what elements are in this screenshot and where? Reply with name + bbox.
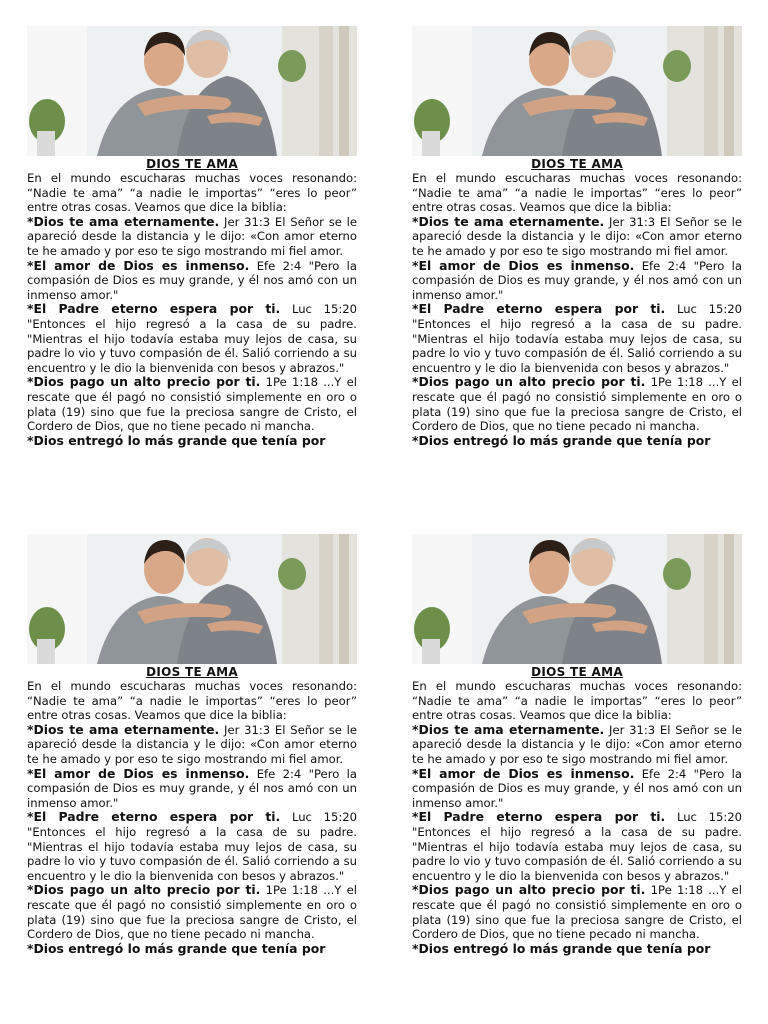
- card-title: DIOS TE AMA: [146, 665, 238, 679]
- intro-text: En el mundo escucharas muchas voces resonando: “Nadie te ama” “a nadie le importas” “eres lo peor” entre otras cosas. Veamos que dice la biblia:: [412, 171, 742, 215]
- point-3: *El Padre eterno espera por ti. Luc 15:20 "Entonces el hijo regresó a la casa de su padre. "Mientras el hijo todavía estaba muy lejos de casa, su padre lo vio y tuvo compasión de él. Salió corriendo a su encuentro y le dio la bienvenida con besos y abrazos.": [412, 301, 742, 375]
- hug-photo: [27, 26, 357, 156]
- point-1: *Dios te ama eternamente. Jer 31:3 El Señor se le apareció desde la distancia y le dijo: «Con amor eterno te he amado y por eso te sigo mostrando mi fiel amor.: [412, 213, 742, 258]
- hug-photo: [27, 534, 357, 664]
- point-4: *Dios pago un alto precio por ti. 1Pe 1:18 ...Y el rescate que él pagó no consistió simplemente en oro o plata (19) sino que fue la preciosa sangre de Cristo, el Cordero de Dios, que no tiene pecado ni mancha.: [27, 882, 357, 942]
- point-2: *El amor de Dios es inmenso. Efe 2:4 "Pero la compasión de Dios es muy grande, y él nos amó con un inmenso amor.": [412, 765, 742, 810]
- intro-text: En el mundo escucharas muchas voces resonando: “Nadie te ama” “a nadie le importas” “eres lo peor” entre otras cosas. Veamos que dice la biblia:: [27, 171, 357, 215]
- point-2: *El amor de Dios es inmenso. Efe 2:4 "Pero la compasión de Dios es muy grande, y él nos amó con un inmenso amor.": [27, 257, 357, 302]
- point-1: *Dios te ama eternamente. Jer 31:3 El Señor se le apareció desde la distancia y le dijo: «Con amor eterno te he amado y por eso te sigo mostrando mi fiel amor.: [412, 721, 742, 766]
- point-5-truncated: *Dios entregó lo más grande que tenía por: [412, 940, 711, 956]
- point-3: *El Padre eterno espera por ti. Luc 15:20 "Entonces el hijo regresó a la casa de su padre. "Mientras el hijo todavía estaba muy lejos de casa, su padre lo vio y tuvo compasión de él. Salió corriendo a su encuentro y le dio la bienvenida con besos y abrazos.": [27, 301, 357, 375]
- card-body: [27, 171, 357, 448]
- point-5-truncated: *Dios entregó lo más grande que tenía por: [412, 432, 711, 448]
- tract-card-bottom-left: [27, 534, 359, 1008]
- tract-card-top-right: [412, 26, 744, 500]
- card-body: [412, 171, 742, 448]
- card-title: DIOS TE AMA: [531, 157, 623, 171]
- tract-card-bottom-right: [412, 534, 744, 1008]
- point-3: *El Padre eterno espera por ti. Luc 15:20 "Entonces el hijo regresó a la casa de su padre. "Mientras el hijo todavía estaba muy lejos de casa, su padre lo vio y tuvo compasión de él. Salió corriendo a su encuentro y le dio la bienvenida con besos y abrazos.": [27, 809, 357, 883]
- point-2: *El amor de Dios es inmenso. Efe 2:4 "Pero la compasión de Dios es muy grande, y él nos amó con un inmenso amor.": [412, 257, 742, 302]
- point-1: *Dios te ama eternamente. Jer 31:3 El Señor se le apareció desde la distancia y le dijo: «Con amor eterno te he amado y por eso te sigo mostrando mi fiel amor.: [27, 721, 357, 766]
- card-body: [412, 679, 742, 956]
- point-5-truncated: *Dios entregó lo más grande que tenía por: [27, 432, 326, 448]
- point-2: *El amor de Dios es inmenso. Efe 2:4 "Pero la compasión de Dios es muy grande, y él nos amó con un inmenso amor.": [27, 765, 357, 810]
- card-title: DIOS TE AMA: [146, 157, 238, 171]
- card-title: DIOS TE AMA: [531, 665, 623, 679]
- card-body: [27, 679, 357, 956]
- intro-text: En el mundo escucharas muchas voces resonando: “Nadie te ama” “a nadie le importas” “eres lo peor” entre otras cosas. Veamos que dice la biblia:: [27, 679, 357, 723]
- intro-text: En el mundo escucharas muchas voces resonando: “Nadie te ama” “a nadie le importas” “eres lo peor” entre otras cosas. Veamos que dice la biblia:: [412, 679, 742, 723]
- point-4: *Dios pago un alto precio por ti. 1Pe 1:18 ...Y el rescate que él pagó no consistió simplemente en oro o plata (19) sino que fue la preciosa sangre de Cristo, el Cordero de Dios, que no tiene pecado ni mancha.: [27, 374, 357, 434]
- point-3: *El Padre eterno espera por ti. Luc 15:20 "Entonces el hijo regresó a la casa de su padre. "Mientras el hijo todavía estaba muy lejos de casa, su padre lo vio y tuvo compasión de él. Salió corriendo a su encuentro y le dio la bienvenida con besos y abrazos.": [412, 809, 742, 883]
- hug-photo: [412, 534, 742, 664]
- hug-photo: [412, 26, 742, 156]
- point-5-truncated: *Dios entregó lo más grande que tenía por: [27, 940, 326, 956]
- tract-card-top-left: [27, 26, 359, 500]
- point-1: *Dios te ama eternamente. Jer 31:3 El Señor se le apareció desde la distancia y le dijo: «Con amor eterno te he amado y por eso te sigo mostrando mi fiel amor.: [27, 213, 357, 258]
- point-4: *Dios pago un alto precio por ti. 1Pe 1:18 ...Y el rescate que él pagó no consistió simplemente en oro o plata (19) sino que fue la preciosa sangre de Cristo, el Cordero de Dios, que no tiene pecado ni mancha.: [412, 882, 742, 942]
- point-4: *Dios pago un alto precio por ti. 1Pe 1:18 ...Y el rescate que él pagó no consistió simplemente en oro o plata (19) sino que fue la preciosa sangre de Cristo, el Cordero de Dios, que no tiene pecado ni mancha.: [412, 374, 742, 434]
